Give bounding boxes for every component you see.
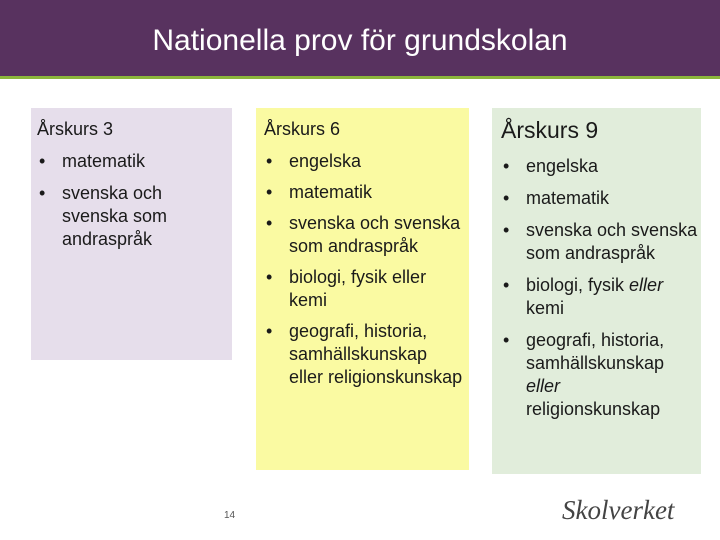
column-arskurs-6 <box>256 108 469 470</box>
subject-list <box>264 150 464 397</box>
list-item: • svenska och svenska som andraspråk <box>501 219 699 265</box>
list-item-text: religionskunskap <box>526 399 661 419</box>
header-accent-line <box>0 76 720 79</box>
list-item: • matematik <box>501 187 699 210</box>
column-heading: Årskurs 9 <box>501 117 599 143</box>
list-item: • matematik <box>37 150 227 173</box>
subject-list <box>501 155 699 430</box>
skolverket-logo <box>560 494 690 528</box>
page-number: 14 <box>224 510 236 521</box>
list-item: • matematik <box>264 181 464 204</box>
list-item-text: kemi <box>526 298 565 318</box>
list-item: • svenska och svenska som andraspråk <box>37 182 227 251</box>
list-item-emphasis: eller <box>629 275 664 295</box>
column-arskurs-3 <box>31 108 232 360</box>
column-arskurs-9 <box>492 108 701 474</box>
list-item: • geografi, historia, samhällskunskap eller religionskunskap <box>264 320 464 389</box>
logo-text: Skolverket <box>562 495 675 525</box>
list-item <box>501 274 699 320</box>
column-heading: Årskurs 6 <box>264 119 341 139</box>
list-item-text: geografi, historia, samhällskunskap <box>526 330 665 373</box>
list-item: • engelska <box>264 150 464 173</box>
column-heading: Årskurs 3 <box>37 119 114 139</box>
list-item: • biologi, fysik eller kemi <box>264 266 464 312</box>
slide-title: Nationella prov för grundskolan <box>152 24 568 57</box>
list-item-text: biologi, fysik <box>526 275 630 295</box>
subject-list <box>37 150 227 260</box>
list-item <box>501 329 699 421</box>
list-item: • engelska <box>501 155 699 178</box>
list-item-emphasis: eller <box>526 376 561 396</box>
list-item: • svenska och svenska som andraspråk <box>264 212 464 258</box>
